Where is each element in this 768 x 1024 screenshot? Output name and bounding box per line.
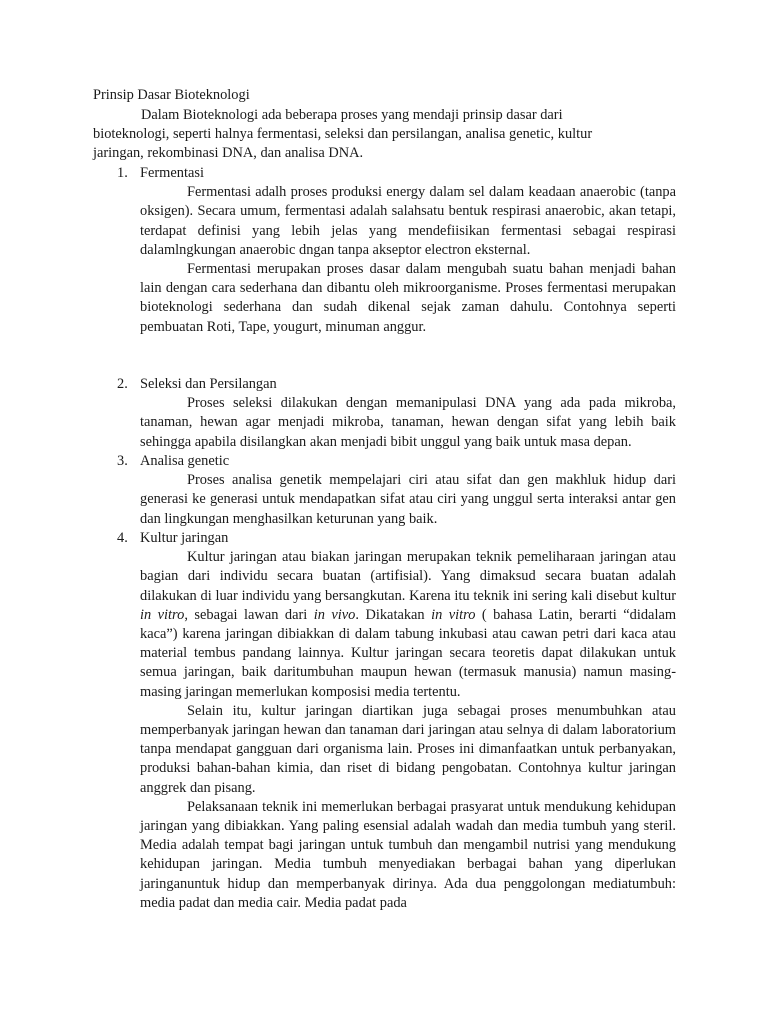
italic-term: in vitro <box>140 606 185 623</box>
section-heading <box>93 375 676 394</box>
section-title: Analisa genetic <box>140 453 230 469</box>
section-heading <box>93 164 676 183</box>
intro-section <box>93 106 638 164</box>
section-number: 2. <box>117 376 128 392</box>
italic-term: in vitro <box>431 606 476 623</box>
section-body <box>140 394 676 452</box>
section-body <box>140 471 676 529</box>
section-title: Kultur jaringan <box>140 530 229 546</box>
paragraph: Proses seleksi dilakukan dengan memanipulasi DNA yang ada pada mikroba, tanaman, hewan agar menjadi mikroba, tanaman, hewan dengan sifat yang lebih baik sehingga apabila disilangkan akan menjadi bibit unggul yang baik untuk masa depan. <box>140 395 676 450</box>
section-number: 1. <box>117 165 128 181</box>
section-body <box>140 183 676 337</box>
section-seleksi-persilangan <box>93 375 676 452</box>
paragraph: Selain itu, kultur jaringan diartikan juga sebagai proses menumbuhkan atau memperbanyak jaringan hewan dan tanaman dari jaringan atau selnya di dalam laboratorium tanpa mendapat gangguan dari organisma lain. Proses ini dimanfaatkan untuk perbanyakan, produksi bahan-bahan kimia, dan riset di bidang pengobatan. Contohnya kultur jaringan anggrek dan pisang. <box>140 702 676 796</box>
paragraph: Fermentasi adalh proses produksi energy dalam sel dalam keadaan anaerobic (tanpa oksigen). Secara umum, fermentasi adalah salahsatu bentuk respirasi anaerobic, akan tetapi, terdapat definisi yang lebih jelas yang mendefiisikan fermentasi sebagai respirasi dalamlngkungan anaerobic dngan tanpa akseptor electron eksternal. <box>140 184 676 258</box>
paragraph: Proses analisa genetik mempelajari ciri atau sifat dan gen makhluk hidup dari generasi ke generasi untuk mendapatkan sifat atau ciri yang unggul serta interaksi antar gen dan lingkungan menghasilkan keturunan yang baik. <box>140 472 676 527</box>
section-fermentasi <box>93 164 676 337</box>
section-heading <box>93 529 676 548</box>
section-title: Seleksi dan Persilangan <box>140 376 277 392</box>
intro-paragraph: Dalam Bioteknologi ada beberapa proses yang mendaji prinsip dasar dari bioteknologi, seperti halnya fermentasi, seleksi dan persilangan, analisa genetic, kultur jaringan, rekombinasi DNA, dan analisa DNA. <box>93 107 593 162</box>
section-analisa-genetic <box>93 452 676 529</box>
italic-term: in vivo <box>313 606 356 623</box>
section-number: 4. <box>117 530 128 546</box>
text-run: . Dikatakan <box>355 606 432 623</box>
section-heading <box>93 452 676 471</box>
paragraph <box>140 548 676 702</box>
section-kultur-jaringan <box>93 529 676 913</box>
paragraph: Pelaksanaan teknik ini memerlukan berbagai prasyarat untuk mendukung kehidupan jaringan yang dibiakkan. Yang paling esensial adalah wadah dan media tumbuh yang steril. Media adalah tempat bagi jaringan untuk tumbuh dan mengambil nutrisi yang mendukung kehidupan jaringan. Media tumbuh menyediakan berbagai bahan yang diperlukan jaringanuntuk hidup dan memperbanyak dirinya. Ada dua penggolongan mediatumbuh: media padat dan media cair. Media padat pada <box>140 798 676 911</box>
text-run: Kultur jaringan atau biakan jaringan merupakan teknik pemeliharaan jaringan atau bagian dari individu secara buatan (artifisial). Yang dimaksud secara buatan adalah dilakukan di luar individu yang bersangkutan. Karena itu teknik ini sering kali disebut kultur <box>140 549 676 604</box>
section-title: Fermentasi <box>140 165 204 181</box>
section-number: 3. <box>117 453 128 469</box>
section-body <box>140 548 676 913</box>
paragraph: Fermentasi merupakan proses dasar dalam mengubah suatu bahan menjadi bahan lain dengan cara sederhana dan dibantu oleh mikroorganisme. Proses fermentasi merupakan bioteknologi sederhana dan sudah dikenal sejak zaman dahulu. Contohnya seperti pembuatan Roti, Tape, yougurt, minuman anggur. <box>140 261 676 335</box>
text-run: ( bahasa Latin, berarti “didalam kaca”) karena jaringan dibiakkan di dalam tabung inkubasi atau cawan petri dari kaca atau material tembus pandang lainnya. Kultur jaringan secara teoretis dapat dilakukan untuk semua jaringan, baik daritumbuhan maupun hewan (termasuk manusia) namun masing-masing jaringan memerlukan komposisi media tertentu. <box>140 606 677 700</box>
text-run: , sebagai lawan dari <box>184 606 314 623</box>
document-title: Prinsip Dasar Bioteknologi <box>93 87 250 103</box>
